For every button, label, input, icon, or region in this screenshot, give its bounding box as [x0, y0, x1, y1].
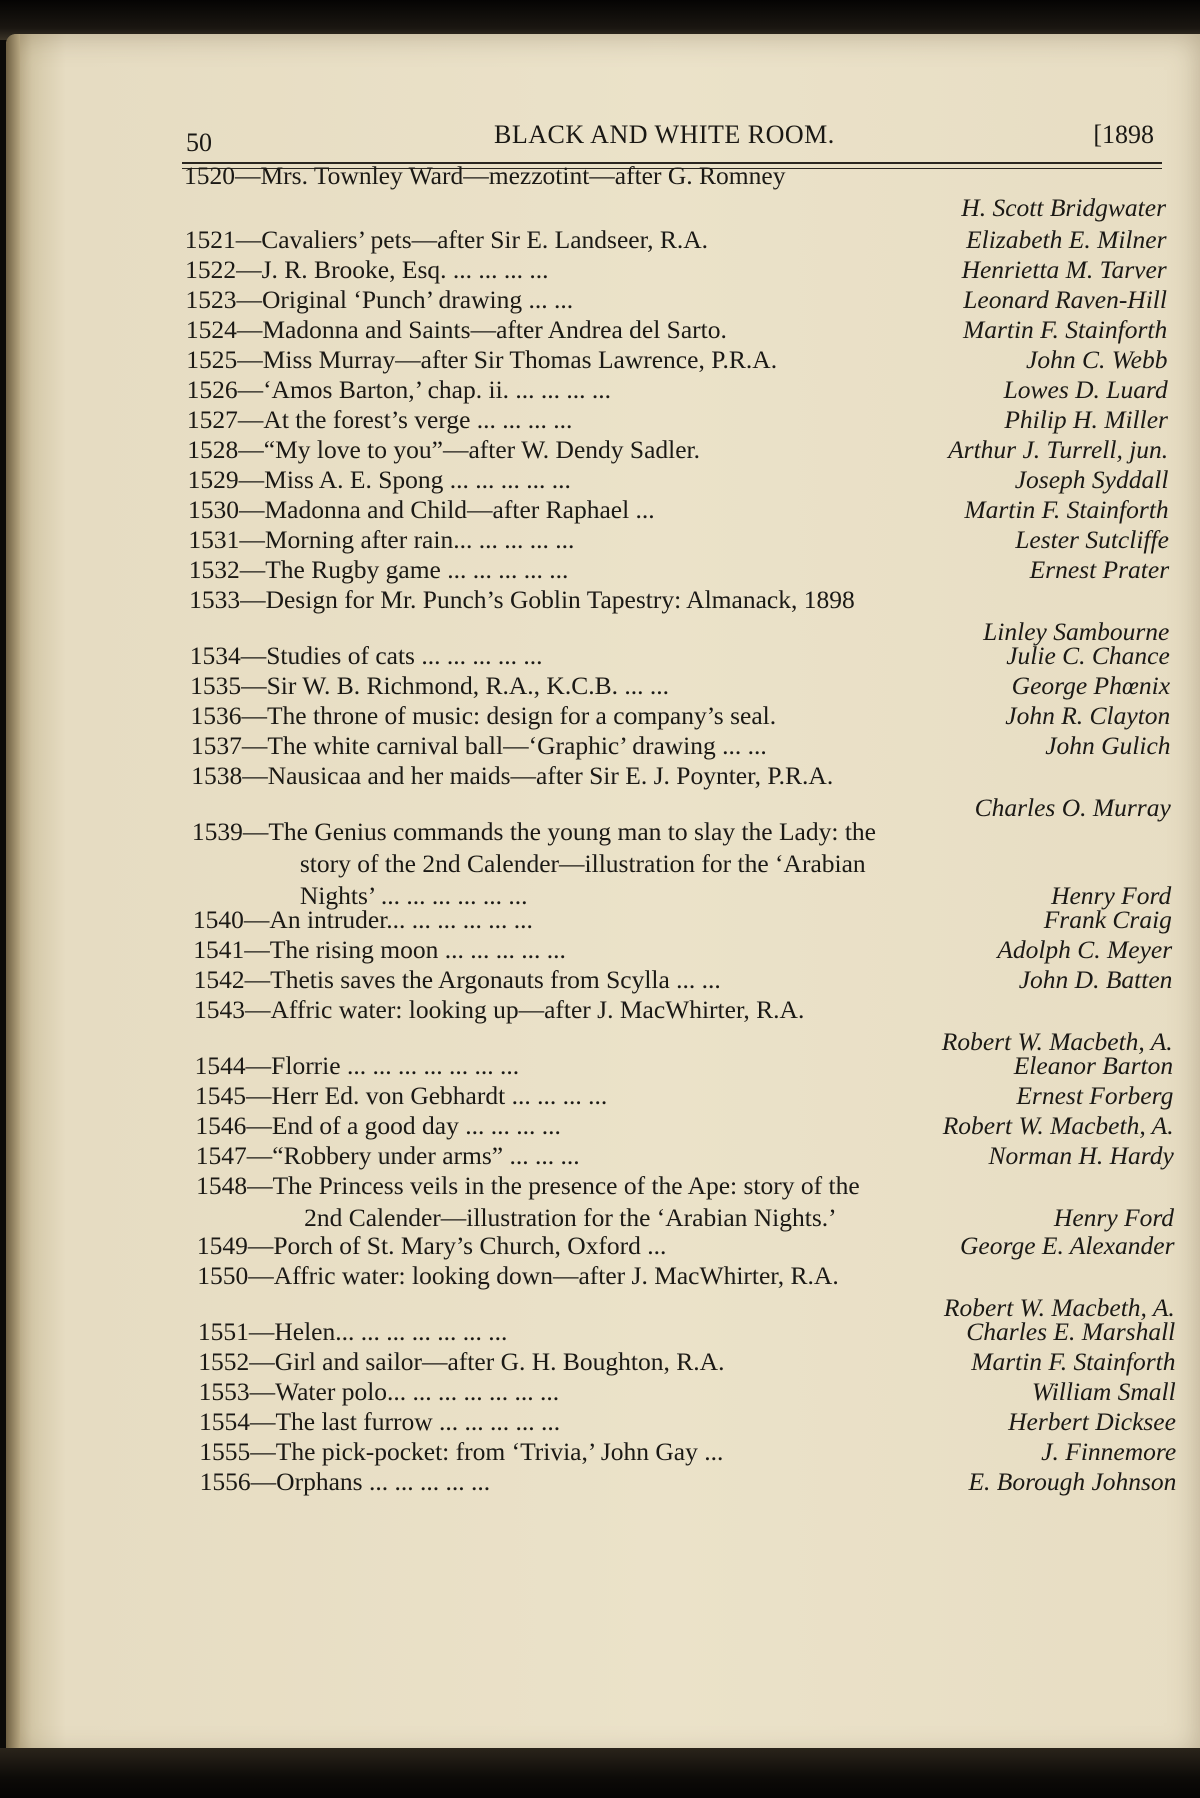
catalogue-entry	[189, 584, 1169, 648]
entry-dash: —	[236, 315, 263, 344]
entry-heading	[185, 224, 708, 256]
catalogue-entry	[197, 1260, 1175, 1324]
entry-title: The throne of music: design for a company’s seal.	[266, 701, 777, 730]
entry-number: 1527	[186, 405, 238, 434]
entry-dash: —	[249, 1407, 276, 1436]
entry-artist: J. Finnemore	[1041, 1437, 1177, 1466]
entry-dash: —	[246, 1111, 272, 1140]
entry-artist: Robert W. Macbeth, A.	[941, 1027, 1173, 1056]
entry-heading	[196, 1171, 860, 1200]
entry-artist: Ernest Prater	[1029, 555, 1170, 584]
entry-artist: Lowes D. Luard	[1003, 375, 1168, 404]
entry-number: 1539	[191, 817, 243, 846]
catalogue-entry	[198, 1346, 1175, 1378]
entry-title: End of a good day ... ... ... ...	[271, 1111, 561, 1140]
entry-heading	[196, 1140, 580, 1172]
entry-title: Miss Murray—after Sir Thomas Lawrence, P.R.A.	[262, 345, 778, 374]
entry-number: 1520	[184, 161, 235, 190]
entry-artist: John C. Webb	[1026, 345, 1168, 374]
entry-heading	[187, 404, 573, 436]
entry-heading	[188, 494, 655, 526]
catalogue-entry	[187, 434, 1168, 466]
entry-number: 1535	[190, 671, 242, 700]
entry-artist: Charles E. Marshall	[966, 1317, 1176, 1346]
entry-number: 1524	[185, 315, 237, 344]
entry-heading	[198, 1316, 508, 1348]
catalogue-entry	[193, 934, 1172, 966]
entry-dash: —	[244, 965, 271, 994]
catalogue-entry	[191, 730, 1171, 762]
entry-artist: Lester Sutcliffe	[1015, 525, 1169, 554]
entry-title: Orphans ... ... ... ... ...	[276, 1467, 491, 1496]
entry-heading	[199, 1436, 723, 1468]
entry-title: Miss A. E. Spong ... ... ... ... ...	[264, 465, 571, 494]
entry-heading	[198, 1346, 724, 1378]
entry-title: The white carnival ball—‘Graphic’ drawing ... ...	[267, 731, 767, 760]
entry-dash: —	[248, 1317, 275, 1346]
entry-title: Cavaliers’ pets—after Sir E. Landseer, R.A.	[261, 225, 709, 254]
catalogue-entry	[187, 374, 1168, 406]
entry-artist: Martin F. Stainforth	[962, 315, 1168, 344]
entry-artist: Eleanor Barton	[1013, 1051, 1174, 1080]
catalogue-entry	[186, 344, 1167, 376]
entry-title: Porch of St. Mary’s Church, Oxford ...	[273, 1231, 667, 1260]
entry-artist: E. Borough Johnson	[968, 1467, 1177, 1496]
entry-title-continued: story of the 2nd Calender—illustration for the ‘Arabian	[299, 849, 866, 878]
catalogue-entry	[184, 160, 1166, 224]
entry-dash: —	[237, 345, 263, 374]
entry-heading	[194, 995, 804, 1024]
entry-number: 1530	[188, 495, 239, 524]
entry-title: The Rugby game ... ... ... ... ...	[265, 555, 569, 584]
entry-number: 1552	[198, 1347, 250, 1376]
entry-number: 1529	[187, 465, 239, 494]
entry-title: Sir W. B. Richmond, R.A., K.C.B. ... ...	[266, 671, 669, 700]
entry-artist: William Small	[1031, 1377, 1176, 1406]
entry-number: 1528	[187, 435, 239, 464]
entry-dash: —	[236, 285, 262, 314]
entry-dash: —	[248, 1261, 274, 1290]
entry-number: 1545	[195, 1081, 247, 1110]
section-title: BLACK AND WHITE ROOM.	[494, 120, 835, 149]
entry-title: The rising moon ... ... ... ... ...	[269, 935, 566, 964]
entry-artist: Martin F. Stainforth	[971, 1347, 1176, 1376]
entry-number: 1542	[193, 965, 245, 994]
entry-heading	[188, 524, 574, 556]
entry-title: Madonna and Saints—after Andrea del Sarto.	[262, 315, 727, 344]
page-bottom-shadow	[0, 1748, 1200, 1798]
entry-dash: —	[245, 1051, 272, 1080]
catalogue-entry	[196, 1170, 1174, 1234]
entry-heading	[189, 585, 855, 614]
catalogue-entry	[195, 1110, 1173, 1142]
entry-artist: H. Scott Bridgwater	[961, 193, 1166, 222]
entry-heading	[187, 374, 611, 406]
entry-dash: —	[236, 255, 262, 284]
entry-dash: —	[247, 1231, 274, 1260]
catalogue-entry	[190, 640, 1170, 672]
entry-number: 1536	[190, 701, 242, 730]
entry-heading	[185, 284, 573, 316]
entry-title: “My love to you”—after W. Dendy Sadler.	[263, 435, 701, 464]
entry-number: 1523	[185, 285, 237, 314]
entry-artist: Arthur J. Turrell, jun.	[948, 435, 1169, 464]
entry-dash: —	[240, 585, 266, 614]
catalogue-entry	[185, 284, 1167, 316]
entry-heading	[192, 817, 876, 846]
catalogue-entry	[191, 760, 1171, 824]
entry-number: 1531	[188, 525, 240, 554]
entry-title: Design for Mr. Punch’s Goblin Tapestry: Almanack, 1898	[265, 585, 855, 614]
entry-heading	[184, 161, 785, 190]
entry-dash: —	[239, 525, 265, 554]
entry-number: 1543	[194, 995, 245, 1024]
entry-title: Herr Ed. von Gebhardt ... ... ... ...	[271, 1081, 608, 1110]
catalogue-entry	[195, 1050, 1173, 1082]
entry-dash: —	[244, 935, 270, 964]
entry-title: Morning after rain... ... ... ... ...	[264, 525, 575, 554]
entry-heading	[195, 1080, 607, 1112]
entry-artist: Henry Ford	[1051, 881, 1172, 910]
entry-title: The pick-pocket: from ‘Trivia,’ John Gay ...	[275, 1437, 724, 1466]
entry-dash: —	[243, 905, 270, 934]
entry-artist: Philip H. Miller	[1004, 405, 1168, 434]
catalogue-entry	[188, 494, 1169, 526]
catalogue-entry	[193, 904, 1172, 936]
entry-title: Nausicaa and her maids—after Sir E. J. Poynter, P.R.A.	[267, 761, 834, 790]
entry-dash: —	[249, 1377, 276, 1406]
entry-heading	[188, 464, 571, 496]
entry-heading	[190, 700, 776, 732]
entry-heading	[199, 1406, 560, 1438]
entry-number: 1546	[195, 1111, 247, 1140]
entry-heading	[190, 640, 543, 672]
entry-number: 1550	[197, 1261, 249, 1290]
entry-heading	[185, 254, 548, 286]
entry-artist: Robert W. Macbeth, A.	[943, 1293, 1175, 1322]
entry-title: Affric water: looking down—after J. MacWhirter, R.A.	[273, 1261, 839, 1290]
entry-artist: Linley Sambourne	[983, 617, 1170, 646]
entry-dash: —	[235, 161, 261, 190]
entry-artist: Charles O. Murray	[974, 793, 1171, 822]
entry-dash: —	[247, 1171, 273, 1200]
catalogue-entry	[185, 224, 1167, 256]
entry-number: 1522	[185, 255, 237, 284]
entry-dash: —	[249, 1347, 275, 1376]
entry-heading	[193, 934, 566, 966]
entry-title: The Genius commands the young man to slay the Lady: the	[268, 817, 876, 846]
entry-artist: Julie C. Chance	[1006, 641, 1170, 670]
entry-number: 1555	[199, 1437, 251, 1466]
entry-title: The last furrow ... ... ... ... ...	[275, 1407, 561, 1436]
entry-number: 1521	[184, 225, 236, 254]
entry-artist: Herbert Dicksee	[1008, 1407, 1176, 1436]
entry-dash: —	[246, 1141, 273, 1170]
entry-title: An intruder... ... ... ... ... ...	[269, 905, 533, 934]
catalogue-entry	[198, 1316, 1175, 1348]
catalogue-entry	[186, 314, 1167, 346]
entry-artist: George Phœnix	[1011, 671, 1171, 700]
catalogue-entry	[199, 1376, 1176, 1408]
entry-dash: —	[239, 555, 266, 584]
entry-title: Helen... ... ... ... ... ... ...	[274, 1317, 508, 1346]
catalogue-entry	[199, 1406, 1176, 1438]
entry-title: Affric water: looking up—after J. MacWhirter, R.A.	[270, 995, 805, 1024]
entry-number: 1534	[189, 641, 241, 670]
entry-number: 1549	[196, 1231, 248, 1260]
entry-dash: —	[240, 641, 267, 670]
entry-dash: —	[246, 1081, 272, 1110]
entry-dash: —	[242, 761, 268, 790]
entry-heading	[186, 314, 727, 346]
entry-heading	[200, 1466, 490, 1498]
entry-heading	[187, 434, 700, 466]
entry-heading	[191, 761, 833, 790]
entry-number: 1553	[198, 1377, 250, 1406]
catalogue-entry	[194, 964, 1173, 996]
entry-dash: —	[237, 405, 264, 434]
entry-number: 1556	[199, 1467, 251, 1496]
entry-title: ‘Amos Barton,’ chap. ii. ... ... ... ...	[263, 375, 612, 404]
entry-heading	[197, 1230, 667, 1262]
catalogue-entry	[200, 1466, 1177, 1498]
entry-number: 1540	[192, 905, 244, 934]
entry-number: 1525	[186, 345, 238, 374]
entry-artist: Frank Craig	[1043, 905, 1172, 934]
entry-number: 1533	[189, 585, 241, 614]
entry-title: Studies of cats ... ... ... ... ...	[266, 641, 543, 670]
entry-title: Thetis saves the Argonauts from Scylla ... ...	[270, 965, 721, 994]
entry-title-continued: Nights’ ... ... ... ... ... ...	[299, 881, 528, 910]
entry-title: Florrie ... ... ... ... ... ... ...	[271, 1051, 520, 1080]
entry-dash: —	[241, 701, 267, 730]
catalogue-entries	[6, 34, 1200, 1759]
entry-artist: John R. Clayton	[1005, 701, 1171, 730]
entry-heading	[190, 670, 669, 702]
entry-number: 1532	[188, 555, 240, 584]
entry-heading	[197, 1261, 839, 1290]
entry-title: J. R. Brooke, Esq. ... ... ... ...	[261, 255, 549, 284]
entry-artist: John Gulich	[1045, 731, 1171, 760]
entry-title: Water polo... ... ... ... ... ... ...	[275, 1377, 560, 1406]
entry-artist: John D. Batten	[1018, 965, 1173, 994]
entry-artist: Norman H. Hardy	[988, 1141, 1174, 1170]
page-number: 50	[186, 128, 212, 157]
catalogue-entry	[190, 700, 1170, 732]
entry-artist: Joseph Syddall	[1014, 465, 1169, 494]
catalogue-entry	[199, 1436, 1176, 1468]
entry-artist: Martin F. Stainforth	[964, 495, 1169, 524]
catalogue-entry	[189, 554, 1169, 586]
catalogue-entry	[190, 670, 1170, 702]
entry-artist: Ernest Forberg	[1016, 1081, 1174, 1110]
entry-number: 1547	[195, 1141, 247, 1170]
entry-dash: —	[241, 671, 267, 700]
entry-heading	[193, 904, 533, 936]
entry-title: Madonna and Child—after Raphael ...	[264, 495, 655, 524]
entry-artist: Henrietta M. Tarver	[961, 255, 1167, 284]
entry-title: Mrs. Townley Ward—mezzotint—after G. Romney	[260, 161, 786, 190]
entry-title: Original ‘Punch’ drawing ... ...	[261, 285, 574, 314]
catalogue-entry	[194, 994, 1173, 1058]
entry-title: The Princess veils in the presence of the Ape: story of the	[272, 1171, 860, 1200]
entry-number: 1538	[191, 761, 243, 790]
entry-number: 1541	[193, 935, 245, 964]
entry-dash: —	[237, 375, 264, 404]
catalogue-entry	[192, 816, 1171, 912]
entry-heading	[186, 344, 777, 376]
entry-dash: —	[245, 995, 271, 1024]
catalogue-entry	[187, 404, 1168, 436]
catalogue-entry	[188, 464, 1169, 496]
entry-artist: George E. Alexander	[959, 1231, 1175, 1260]
entry-number: 1537	[190, 731, 242, 760]
entry-dash: —	[250, 1467, 277, 1496]
entry-artist: Adolph C. Meyer	[997, 935, 1173, 964]
entry-dash: —	[235, 225, 262, 254]
entry-dash: —	[238, 435, 264, 464]
catalogue-entry	[185, 254, 1167, 286]
entry-heading	[189, 554, 569, 586]
catalogue-entry	[195, 1080, 1173, 1112]
catalogue-entry	[196, 1140, 1174, 1172]
entry-title: At the forest’s verge ... ... ... ...	[263, 405, 573, 434]
entry-artist: Henry Ford	[1053, 1203, 1175, 1232]
entry-artist: Leonard Raven-Hill	[963, 285, 1167, 314]
book-page	[6, 34, 1200, 1759]
entry-dash: —	[241, 731, 268, 760]
catalogue-entry	[188, 524, 1169, 556]
entry-heading	[195, 1050, 519, 1082]
entry-number: 1544	[194, 1051, 246, 1080]
entry-number: 1526	[186, 375, 238, 404]
entry-title: “Robbery under arms” ... ... ...	[272, 1141, 580, 1170]
entry-artist: Elizabeth E. Milner	[966, 225, 1167, 254]
entry-heading	[199, 1376, 560, 1408]
entry-dash: —	[242, 817, 269, 846]
entry-heading	[195, 1110, 560, 1142]
entry-title: Girl and sailor—after G. H. Boughton, R.A.	[274, 1347, 725, 1376]
entry-artist: Robert W. Macbeth, A.	[942, 1111, 1174, 1140]
entry-number: 1554	[198, 1407, 250, 1436]
header-year: [1898	[1093, 120, 1154, 149]
entry-number: 1551	[197, 1317, 249, 1346]
entry-dash: —	[238, 465, 265, 494]
entry-heading	[191, 730, 767, 762]
entry-heading	[194, 964, 721, 996]
entry-dash: —	[250, 1437, 276, 1466]
catalogue-entry	[197, 1230, 1175, 1262]
entry-number: 1548	[196, 1171, 248, 1200]
entry-title-continued: 2nd Calender—illustration for the ‘Arabian Nights.’	[304, 1203, 837, 1232]
entry-dash: —	[239, 495, 265, 524]
